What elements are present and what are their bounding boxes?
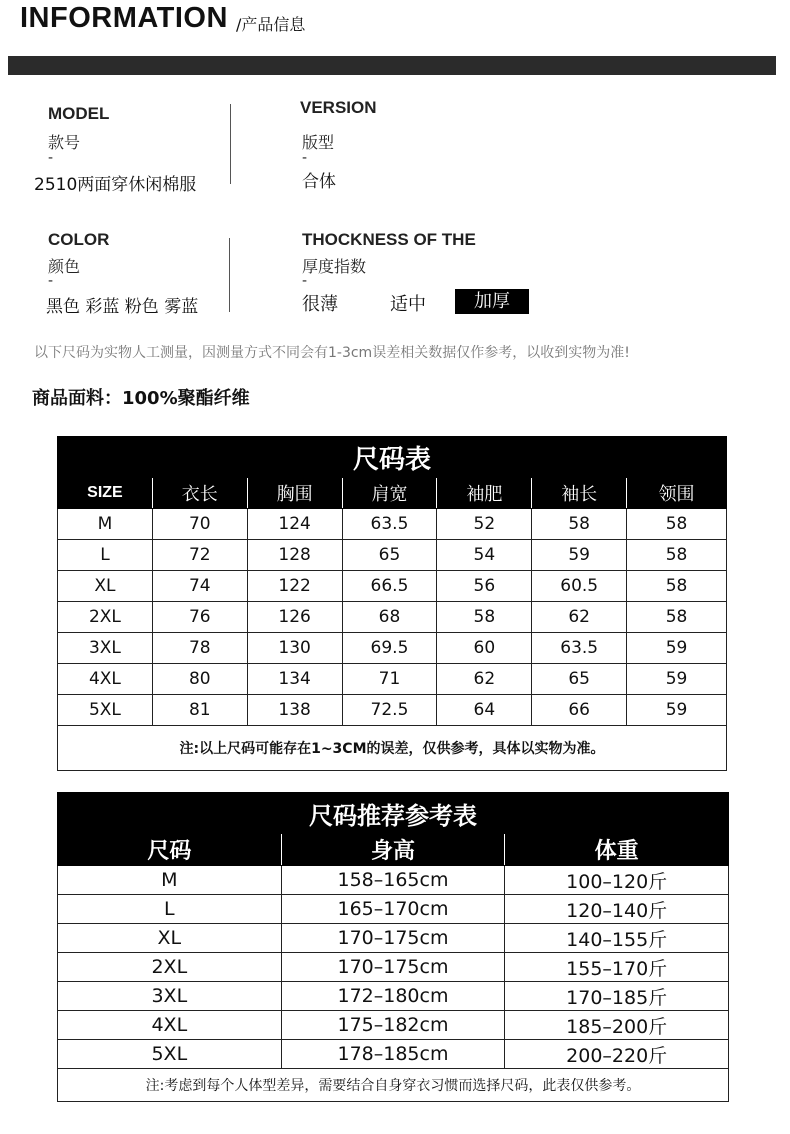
table-cell: L [58,540,153,571]
table-cell: 3XL [58,633,153,664]
table-cell: 66 [532,695,627,726]
thickness-option-medium: 适中 [390,294,426,315]
table-cell: 81 [152,695,247,726]
color-label-zh: 颜色 [48,257,81,276]
table-cell: 200–220斤 [505,1040,729,1069]
size-table-note: 注:以上尺码可能存在1~3CM的误差，仅供参考，具体以实物为准。 [58,726,727,771]
table-cell: 124 [247,509,342,540]
table-cell: 138 [247,695,342,726]
table-cell: 140–155斤 [505,924,729,953]
version-dash: - [302,150,308,166]
page-title: INFORMATION [20,2,228,34]
table-cell: 126 [247,602,342,633]
table-cell: 62 [437,664,532,695]
table-cell: 63.5 [342,509,437,540]
table-cell: 69.5 [342,633,437,664]
recommend-table [57,792,729,1102]
size-table [57,436,727,771]
table-row [58,664,727,695]
table-cell: 65 [342,540,437,571]
column-header: 肩宽 [342,478,437,509]
table-cell: 68 [342,602,437,633]
table-cell: 122 [247,571,342,602]
measurement-notice: 以下尺码为实物人工测量，因测量方式不同会有1-3cm误差相关数据仅作参考，以收到实物为准! [34,345,630,361]
table-cell: 63.5 [532,633,627,664]
table-cell: 170–175cm [281,924,505,953]
table-cell: 134 [247,664,342,695]
table-row [58,866,729,895]
table-cell: 2XL [58,953,282,982]
table-cell: 78 [152,633,247,664]
table-row [58,540,727,571]
table-cell: 158–165cm [281,866,505,895]
table-cell: 72 [152,540,247,571]
info-divider [230,104,231,184]
table-cell: 4XL [58,1011,282,1040]
table-cell: 59 [627,633,727,664]
table-cell: 175–182cm [281,1011,505,1040]
recommend-table-title: 尺码推荐参考表 [58,793,729,834]
table-cell: 130 [247,633,342,664]
column-header: 衣长 [152,478,247,509]
table-cell: 170–175cm [281,953,505,982]
table-cell: 185–200斤 [505,1011,729,1040]
table-cell: 3XL [58,982,282,1011]
table-cell: 155–170斤 [505,953,729,982]
model-dash: - [48,150,54,166]
table-cell: 58 [627,540,727,571]
thickness-dash: - [302,273,308,289]
table-cell: 58 [532,509,627,540]
table-cell: 5XL [58,695,153,726]
table-cell: 70 [152,509,247,540]
table-row [58,633,727,664]
table-cell: L [58,895,282,924]
table-cell: 59 [627,695,727,726]
header-divider-bar [8,56,776,75]
recommend-table-header [58,834,729,866]
table-cell: 60 [437,633,532,664]
table-row [58,924,729,953]
table-cell: 58 [627,509,727,540]
page-subtitle: /产品信息 [236,15,306,34]
table-cell: 120–140斤 [505,895,729,924]
table-cell: 100–120斤 [505,866,729,895]
table-cell: M [58,509,153,540]
column-header: 体重 [505,834,729,866]
table-cell: 80 [152,664,247,695]
version-value: 合体 [302,172,336,192]
table-cell: 64 [437,695,532,726]
model-value: 2510两面穿休闲棉服 [34,175,197,195]
column-header: 尺码 [58,834,282,866]
recommend-table-note: 注:考虑到每个人体型差异，需要结合自身穿衣习惯而选择尺码，此表仅供参考。 [58,1069,729,1102]
thickness-label-en: THOCKNESS OF THE [302,230,476,249]
table-cell: 62 [532,602,627,633]
table-row [58,895,729,924]
table-row [58,953,729,982]
table-row [58,509,727,540]
table-cell: 54 [437,540,532,571]
column-header: SIZE [58,478,153,509]
size-table-title: 尺码表 [58,437,727,478]
column-header: 胸围 [247,478,342,509]
version-label-zh: 版型 [302,133,335,152]
thickness-label-zh: 厚度指数 [302,257,367,276]
column-header: 身高 [281,834,505,866]
table-cell: 74 [152,571,247,602]
table-cell: 71 [342,664,437,695]
column-header: 袖肥 [437,478,532,509]
table-cell: 52 [437,509,532,540]
table-cell: 58 [627,602,727,633]
table-row [58,1011,729,1040]
table-cell: 172–180cm [281,982,505,1011]
model-label-zh: 款号 [48,133,81,152]
info-divider [229,238,230,312]
table-cell: 2XL [58,602,153,633]
version-label-en: VERSION [300,98,377,117]
model-label-en: MODEL [48,104,110,123]
table-cell: 72.5 [342,695,437,726]
table-cell: 59 [627,664,727,695]
table-cell: 56 [437,571,532,602]
column-header: 领围 [627,478,727,509]
table-row [58,571,727,602]
table-row [58,695,727,726]
table-cell: 128 [247,540,342,571]
column-header: 袖长 [532,478,627,509]
table-cell: 58 [627,571,727,602]
table-cell: M [58,866,282,895]
table-cell: 165–170cm [281,895,505,924]
color-label-en: COLOR [48,230,110,249]
table-row [58,982,729,1011]
thickness-option-thin: 很薄 [302,294,338,315]
table-cell: XL [58,571,153,602]
size-table-header [58,478,727,509]
table-cell: 65 [532,664,627,695]
table-row [58,1040,729,1069]
table-cell: XL [58,924,282,953]
table-cell: 59 [532,540,627,571]
table-cell: 76 [152,602,247,633]
color-dash: - [48,273,54,289]
thickness-option-thick-selected: 加厚 [455,289,529,314]
table-cell: 4XL [58,664,153,695]
table-cell: 5XL [58,1040,282,1069]
color-value: 黑色 彩蓝 粉色 雾蓝 [46,297,199,317]
table-cell: 66.5 [342,571,437,602]
table-cell: 60.5 [532,571,627,602]
table-cell: 58 [437,602,532,633]
table-cell: 178–185cm [281,1040,505,1069]
fabric-info: 商品面料：100%聚酯纤维 [32,388,250,409]
table-row [58,602,727,633]
table-cell: 170–185斤 [505,982,729,1011]
